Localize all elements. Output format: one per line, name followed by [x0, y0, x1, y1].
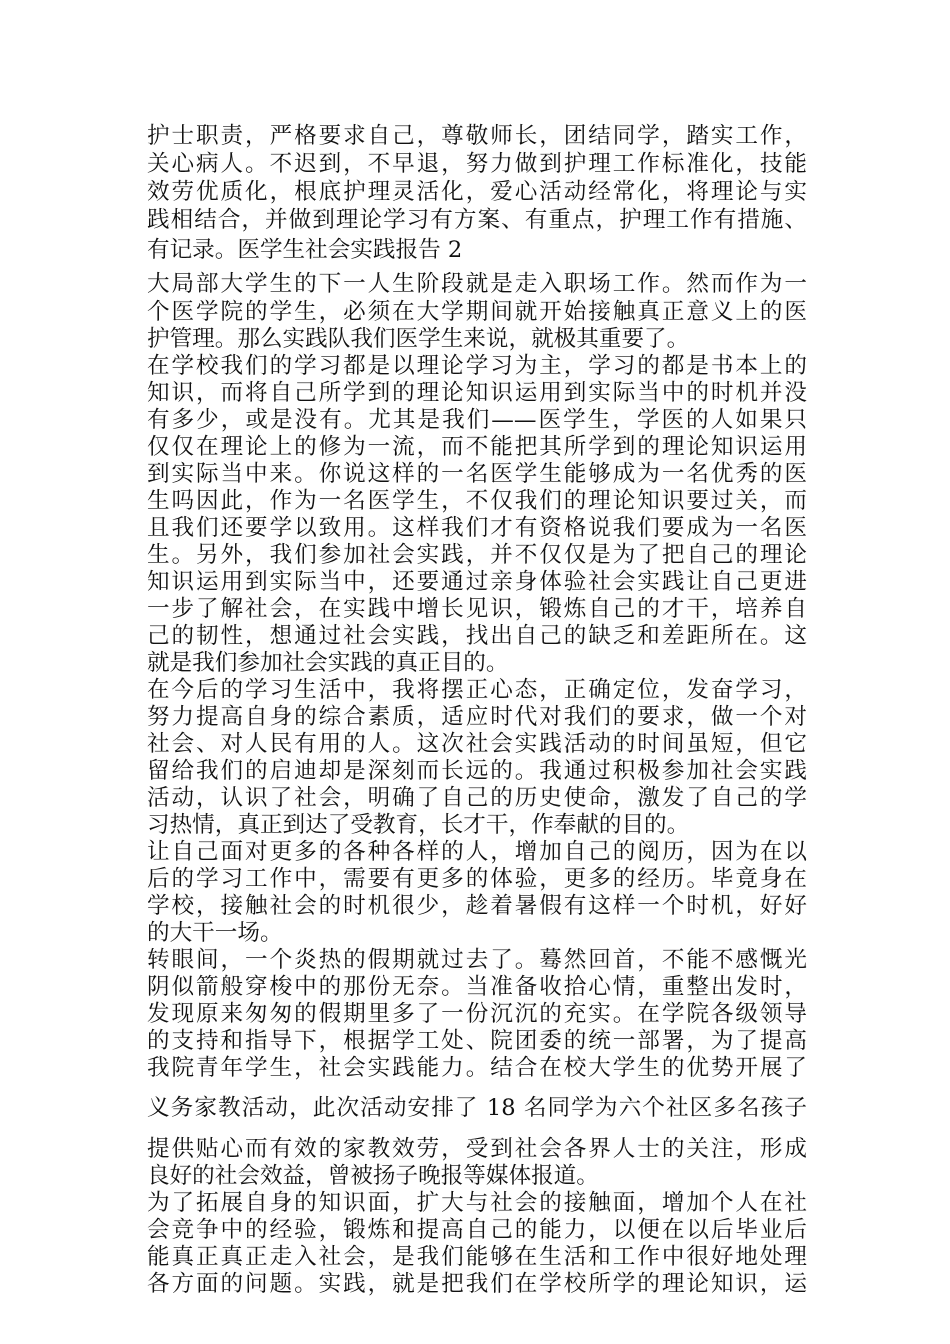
text-line: 发现原来匆匆的假期里多了一份沉沉的充实。在学院各级领导	[147, 1001, 807, 1027]
text-line: 会竞争中的经验，锻炼和提高自己的能力，以便在以后毕业后	[147, 1217, 807, 1243]
text-line: 仅仅在理论上的修为一流，而不能把其所学到的理论知识运用	[147, 434, 807, 460]
text-line: 提供贴心而有效的家教效劳，受到社会各界人士的关注，形成	[147, 1136, 807, 1162]
text-line: 努力提高自身的综合素质，适应时代对我们的要求，做一个对	[147, 704, 807, 730]
text-line: 能真正真正走入社会，是我们能够在生活和工作中很好地处理	[147, 1244, 807, 1270]
text-line: 为了拓展自身的知识面，扩大与社会的接触面，增加个人在社	[147, 1190, 807, 1216]
text-line: 效劳优质化，根底护理灵活化，爱心活动经常化，将理论与实	[147, 179, 807, 205]
text-line: 阴似箭般穿梭中的那份无奈。当准备收拾心情，重整出发时，	[147, 974, 807, 1000]
text-line: 践相结合，并做到理论学习有方案、有重点，护理工作有措施、	[147, 207, 807, 233]
text-line: 就是我们参加社会实践的真正目的。	[147, 650, 509, 676]
text-line: 生吗因此，作为一名医学生，不仅我们的理论知识要过关，而	[147, 488, 807, 514]
text-line: 在今后的学习生活中，我将摆正心态，正确定位，发奋学习，	[147, 677, 807, 703]
text-line: 习热情，真正到达了受教育，长才干，作奉献的目的。	[147, 812, 690, 838]
text-line: 留给我们的启迪却是深刻而长远的。我通过积极参加社会实践	[147, 758, 807, 784]
text-line: 护士职责，严格要求自己，尊敬师长，团结同学，踏实工作，	[147, 123, 807, 149]
text-line: 的大干一场。	[147, 920, 283, 946]
text-line: 关心病人。不迟到，不早退，努力做到护理工作标准化，技能	[147, 151, 807, 177]
text-line: 有记录。医学生社会实践报告 2	[147, 237, 463, 263]
text-line: 大局部大学生的下一人生阶段就是走入职场工作。然而作为一	[147, 271, 807, 297]
text-line: 各方面的问题。实践，就是把我们在学校所学的理论知识，运	[147, 1271, 807, 1297]
text-line: 有多少，或是没有。尤其是我们——医学生，学医的人如果只	[147, 407, 807, 433]
text-line: 良好的社会效益，曾被扬子晚报等媒体报道。	[147, 1163, 599, 1189]
text-line: 个医学院的学生，必须在大学期间就开始接触真正意义上的医	[147, 299, 807, 325]
text-line: 的支持和指导下，根据学工处、院团委的统一部署，为了提高	[147, 1028, 807, 1054]
text-line: 在学校我们的学习都是以理论学习为主，学习的都是书本上的	[147, 353, 807, 379]
text-line: 义务家教活动，此次活动安排了 18 名同学为六个社区多名孩子	[147, 1095, 807, 1121]
text-line: 让自己面对更多的各种各样的人，增加自己的阅历，因为在以	[147, 839, 807, 865]
text-line: 护管理。那么实践队我们医学生来说，就极其重要了。	[147, 326, 690, 352]
text-line: 转眼间，一个炎热的假期就过去了。蓦然回首，不能不感慨光	[147, 947, 807, 973]
text-line: 知识运用到实际当中，还要通过亲身体验社会实践让自己更进	[147, 569, 807, 595]
text-line: 一步了解社会，在实践中增长见识，锻炼自己的才干，培养自	[147, 596, 807, 622]
text-line: 知识，而将自己所学到的理论知识运用到实际当中的时机并没	[147, 380, 807, 406]
text-line: 己的韧性，想通过社会实践，找出自己的缺乏和差距所在。这	[147, 623, 807, 649]
text-line: 社会、对人民有用的人。这次社会实践活动的时间虽短，但它	[147, 731, 807, 757]
text-line: 学校，接触社会的时机很少，趁着暑假有这样一个时机，好好	[147, 893, 807, 919]
text-line: 我院青年学生，社会实践能力。结合在校大学生的优势开展了	[147, 1055, 807, 1081]
text-line: 活动，认识了社会，明确了自己的历史使命，激发了自己的学	[147, 785, 807, 811]
text-line: 生。另外，我们参加社会实践，并不仅仅是为了把自己的理论	[147, 542, 807, 568]
text-line: 到实际当中来。你说这样的一名医学生能够成为一名优秀的医	[147, 461, 807, 487]
text-line: 且我们还要学以致用。这样我们才有资格说我们要成为一名医	[147, 515, 807, 541]
text-line: 后的学习工作中，需要有更多的体验，更多的经历。毕竟身在	[147, 866, 807, 892]
